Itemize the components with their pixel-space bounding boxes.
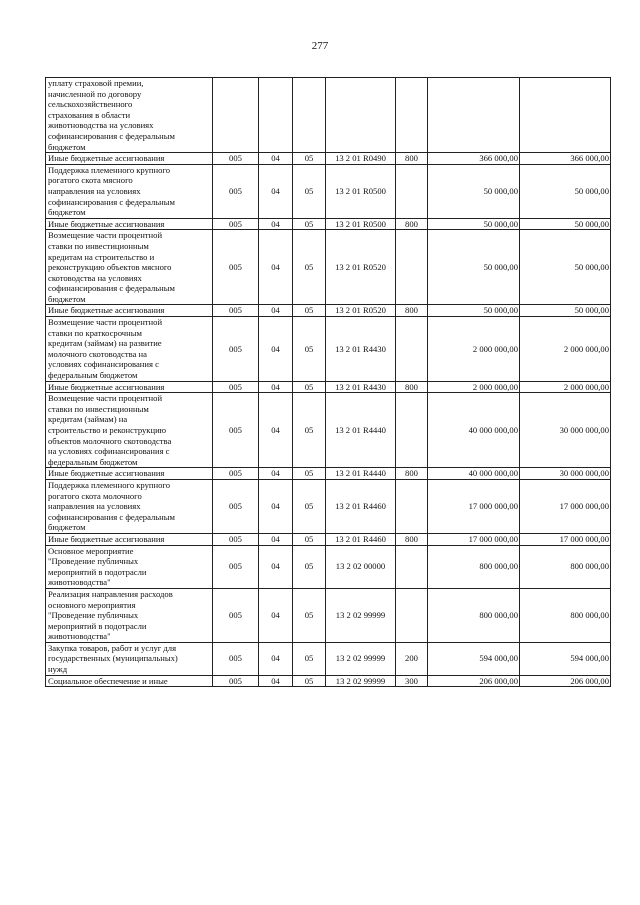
row-sum-2: 50 000,00 (520, 305, 611, 317)
table-row (46, 78, 611, 153)
row-code: 005 (213, 153, 259, 165)
row-code: 005 (213, 317, 259, 382)
row-subsection: 05 (293, 468, 326, 480)
table-row (46, 230, 611, 305)
row-section: 04 (259, 479, 293, 533)
row-code: 005 (213, 305, 259, 317)
row-target: 13 2 01 R0490 (326, 153, 396, 165)
row-name: Возмещение части процентной ставки по инвестиционным кредитам (займам) на строительство и реконструкцию объектов молочного скотоводства на условиях софинансирования с федеральным бюджетом (46, 393, 213, 468)
row-sum-2: 30 000 000,00 (520, 468, 611, 480)
row-subsection: 05 (293, 305, 326, 317)
row-target: 13 2 01 R4440 (326, 468, 396, 480)
row-sum-2: 2 000 000,00 (520, 381, 611, 393)
row-type (396, 78, 428, 153)
row-subsection: 05 (293, 153, 326, 165)
row-type: 800 (396, 533, 428, 545)
row-sum-1: 17 000 000,00 (428, 479, 520, 533)
row-type (396, 479, 428, 533)
row-type (396, 588, 428, 642)
row-code: 005 (213, 675, 259, 687)
row-target: 13 2 02 99999 (326, 675, 396, 687)
row-type (396, 545, 428, 588)
row-sum-1: 40 000 000,00 (428, 468, 520, 480)
table-row (46, 164, 611, 218)
row-type: 200 (396, 642, 428, 675)
row-subsection: 05 (293, 545, 326, 588)
row-section: 04 (259, 381, 293, 393)
row-name: Основное мероприятие "Проведение публичных мероприятий в подотрасли животноводства" (46, 545, 213, 588)
row-sum-1: 800 000,00 (428, 545, 520, 588)
row-target: 13 2 01 R4440 (326, 393, 396, 468)
row-code: 005 (213, 642, 259, 675)
row-sum-1: 17 000 000,00 (428, 533, 520, 545)
row-code: 005 (213, 218, 259, 230)
table-row (46, 381, 611, 393)
row-sum-2: 800 000,00 (520, 545, 611, 588)
row-type: 800 (396, 468, 428, 480)
row-target: 13 2 02 99999 (326, 642, 396, 675)
row-type: 800 (396, 381, 428, 393)
row-section: 04 (259, 393, 293, 468)
row-type: 800 (396, 305, 428, 317)
table-row (46, 479, 611, 533)
row-subsection: 05 (293, 381, 326, 393)
table-row (46, 545, 611, 588)
row-sum-1: 594 000,00 (428, 642, 520, 675)
table-row (46, 642, 611, 675)
row-name: Поддержка племенного крупного рогатого скота молочного направления на условиях софинансирования с федеральным бюджетом (46, 479, 213, 533)
row-type (396, 230, 428, 305)
row-subsection (293, 78, 326, 153)
table-row (46, 218, 611, 230)
row-name: Иные бюджетные ассигнования (46, 305, 213, 317)
row-section: 04 (259, 675, 293, 687)
row-subsection: 05 (293, 642, 326, 675)
budget-table (45, 77, 611, 687)
row-type (396, 317, 428, 382)
row-sum-2 (520, 78, 611, 153)
row-code: 005 (213, 230, 259, 305)
row-section: 04 (259, 153, 293, 165)
row-name: Иные бюджетные ассигнования (46, 153, 213, 165)
row-code: 005 (213, 381, 259, 393)
row-type: 800 (396, 218, 428, 230)
row-name: уплату страховой премии, начисленной по договору сельскохозяйственного страхования в области животноводства на условиях софинансирования с федеральным бюджетом (46, 78, 213, 153)
row-sum-2: 50 000,00 (520, 164, 611, 218)
row-code: 005 (213, 545, 259, 588)
row-sum-1: 50 000,00 (428, 164, 520, 218)
row-section (259, 78, 293, 153)
table-row (46, 588, 611, 642)
row-subsection: 05 (293, 588, 326, 642)
row-sum-1: 206 000,00 (428, 675, 520, 687)
row-code: 005 (213, 393, 259, 468)
row-target: 13 2 01 R4430 (326, 317, 396, 382)
row-type (396, 393, 428, 468)
row-subsection: 05 (293, 675, 326, 687)
row-sum-2: 800 000,00 (520, 588, 611, 642)
row-sum-2: 594 000,00 (520, 642, 611, 675)
row-section: 04 (259, 230, 293, 305)
row-name: Иные бюджетные ассигнования (46, 533, 213, 545)
row-target: 13 2 01 R0500 (326, 218, 396, 230)
row-section: 04 (259, 218, 293, 230)
row-code: 005 (213, 164, 259, 218)
table-row (46, 393, 611, 468)
row-sum-2: 30 000 000,00 (520, 393, 611, 468)
table-row (46, 675, 611, 687)
row-subsection: 05 (293, 533, 326, 545)
row-type: 800 (396, 153, 428, 165)
row-target: 13 2 01 R0520 (326, 305, 396, 317)
row-target: 13 2 01 R4430 (326, 381, 396, 393)
row-section: 04 (259, 588, 293, 642)
row-target: 13 2 01 R0520 (326, 230, 396, 305)
row-subsection: 05 (293, 164, 326, 218)
row-sum-1: 50 000,00 (428, 218, 520, 230)
row-type (396, 164, 428, 218)
row-name: Поддержка племенного крупного рогатого скота мясного направления на условиях софинансирования с федеральным бюджетом (46, 164, 213, 218)
table-row (46, 533, 611, 545)
row-subsection: 05 (293, 317, 326, 382)
page-number: 277 (311, 40, 329, 52)
row-name: Реализация направления расходов основного мероприятия "Проведение публичных мероприятий в подотрасли животноводства" (46, 588, 213, 642)
row-sum-1: 2 000 000,00 (428, 381, 520, 393)
row-name: Иные бюджетные ассигнования (46, 218, 213, 230)
row-sum-2: 2 000 000,00 (520, 317, 611, 382)
table-row (46, 317, 611, 382)
row-sum-2: 206 000,00 (520, 675, 611, 687)
row-section: 04 (259, 468, 293, 480)
table-row (46, 153, 611, 165)
row-subsection: 05 (293, 230, 326, 305)
row-target: 13 2 01 R4460 (326, 533, 396, 545)
row-code: 005 (213, 468, 259, 480)
row-name: Социальное обеспечение и иные (46, 675, 213, 687)
row-section: 04 (259, 305, 293, 317)
table-row (46, 468, 611, 480)
row-sum-2: 50 000,00 (520, 230, 611, 305)
row-section: 04 (259, 545, 293, 588)
row-code: 005 (213, 479, 259, 533)
row-name: Иные бюджетные ассигнования (46, 468, 213, 480)
row-target (326, 78, 396, 153)
row-sum-1: 50 000,00 (428, 305, 520, 317)
row-target: 13 2 01 R0500 (326, 164, 396, 218)
row-sum-1: 366 000,00 (428, 153, 520, 165)
row-section: 04 (259, 317, 293, 382)
row-name: Возмещение части процентной ставки по краткосрочным кредитам (займам) на развитие молочного скотоводства на условиях софинансирования с федеральным бюджетом (46, 317, 213, 382)
row-sum-2: 17 000 000,00 (520, 479, 611, 533)
row-section: 04 (259, 533, 293, 545)
row-code: 005 (213, 588, 259, 642)
row-name: Закупка товаров, работ и услуг для государственных (муниципальных) нужд (46, 642, 213, 675)
row-sum-1: 50 000,00 (428, 230, 520, 305)
table-row (46, 305, 611, 317)
row-sum-2: 50 000,00 (520, 218, 611, 230)
row-sum-1: 40 000 000,00 (428, 393, 520, 468)
row-sum-1 (428, 78, 520, 153)
row-subsection: 05 (293, 393, 326, 468)
row-target: 13 2 01 R4460 (326, 479, 396, 533)
row-name: Возмещение части процентной ставки по инвестиционным кредитам на строительство и реконструкцию объектов мясного скотоводства на условиях софинансирования с федеральным бюджетом (46, 230, 213, 305)
row-sum-2: 17 000 000,00 (520, 533, 611, 545)
row-target: 13 2 02 00000 (326, 545, 396, 588)
row-sum-1: 2 000 000,00 (428, 317, 520, 382)
row-code (213, 78, 259, 153)
budget-table-body (46, 78, 611, 687)
row-target: 13 2 02 99999 (326, 588, 396, 642)
row-name: Иные бюджетные ассигнования (46, 381, 213, 393)
row-sum-2: 366 000,00 (520, 153, 611, 165)
row-subsection: 05 (293, 479, 326, 533)
row-section: 04 (259, 642, 293, 675)
row-type: 300 (396, 675, 428, 687)
row-subsection: 05 (293, 218, 326, 230)
row-code: 005 (213, 533, 259, 545)
row-sum-1: 800 000,00 (428, 588, 520, 642)
row-section: 04 (259, 164, 293, 218)
